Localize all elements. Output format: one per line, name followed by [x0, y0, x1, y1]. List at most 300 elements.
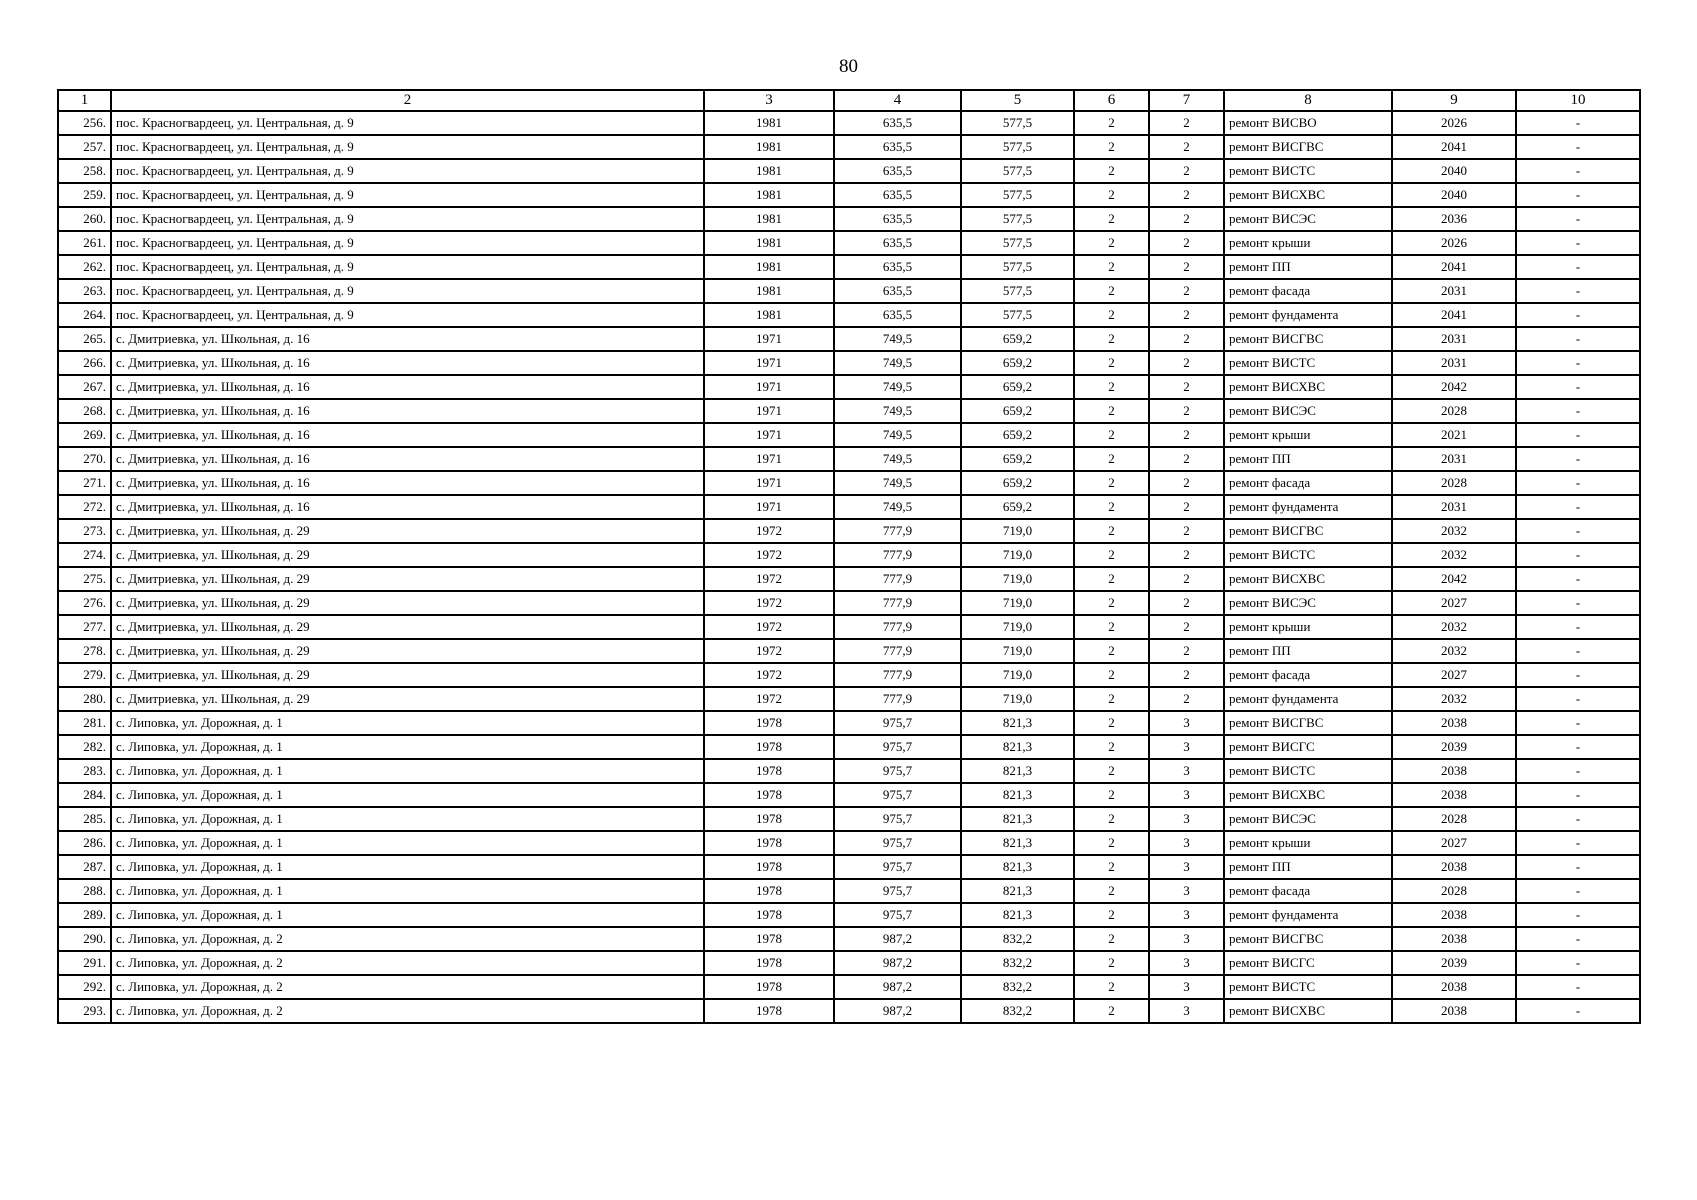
- cell-living-area: 659,2: [961, 471, 1074, 495]
- cell-living-area: 659,2: [961, 423, 1074, 447]
- cell-year-built: 1978: [704, 711, 834, 735]
- cell-address: с. Дмитриевка, ул. Школьная, д. 29: [111, 639, 704, 663]
- cell-planned-year: 2038: [1392, 927, 1516, 951]
- cell-entrances: 2: [1149, 423, 1224, 447]
- cell-entrances: 3: [1149, 879, 1224, 903]
- cell-entrances: 2: [1149, 639, 1224, 663]
- cell-entrances: 2: [1149, 471, 1224, 495]
- cell-living-area: 821,3: [961, 879, 1074, 903]
- cell-note: -: [1516, 519, 1640, 543]
- cell-floors: 2: [1074, 855, 1149, 879]
- cell-living-area: 719,0: [961, 663, 1074, 687]
- cell-note: -: [1516, 111, 1640, 135]
- cell-planned-year: 2038: [1392, 855, 1516, 879]
- cell-living-area: 821,3: [961, 711, 1074, 735]
- cell-entrances: 2: [1149, 351, 1224, 375]
- cell-work-type: ремонт фундамента: [1224, 687, 1392, 711]
- cell-address: пос. Красногвардеец, ул. Центральная, д. 9: [111, 159, 704, 183]
- cell-living-area: 659,2: [961, 327, 1074, 351]
- cell-planned-year: 2032: [1392, 639, 1516, 663]
- cell-floors: 2: [1074, 399, 1149, 423]
- cell-planned-year: 2038: [1392, 711, 1516, 735]
- cell-address: с. Липовка, ул. Дорожная, д. 2: [111, 975, 704, 999]
- table-row: [58, 495, 1640, 519]
- cell-address: с. Липовка, ул. Дорожная, д. 1: [111, 759, 704, 783]
- cell-planned-year: 2028: [1392, 807, 1516, 831]
- cell-address: пос. Красногвардеец, ул. Центральная, д. 9: [111, 183, 704, 207]
- cell-year-built: 1972: [704, 543, 834, 567]
- cell-row-number: 259.: [58, 183, 111, 207]
- cell-work-type: ремонт крыши: [1224, 615, 1392, 639]
- table-row: [58, 159, 1640, 183]
- cell-address: с. Липовка, ул. Дорожная, д. 1: [111, 831, 704, 855]
- cell-note: -: [1516, 255, 1640, 279]
- cell-total-area: 777,9: [834, 615, 961, 639]
- cell-planned-year: 2038: [1392, 759, 1516, 783]
- cell-work-type: ремонт ВИСТС: [1224, 543, 1392, 567]
- cell-address: с. Дмитриевка, ул. Школьная, д. 29: [111, 615, 704, 639]
- column-header-5: 5: [961, 90, 1074, 111]
- table-row: [58, 231, 1640, 255]
- cell-year-built: 1978: [704, 879, 834, 903]
- cell-planned-year: 2027: [1392, 591, 1516, 615]
- cell-address: пос. Красногвардеец, ул. Центральная, д. 9: [111, 303, 704, 327]
- cell-note: -: [1516, 423, 1640, 447]
- cell-work-type: ремонт фасада: [1224, 279, 1392, 303]
- cell-total-area: 777,9: [834, 591, 961, 615]
- table-body: [58, 111, 1640, 1023]
- cell-floors: 2: [1074, 255, 1149, 279]
- cell-address: с. Дмитриевка, ул. Школьная, д. 16: [111, 375, 704, 399]
- cell-note: -: [1516, 735, 1640, 759]
- cell-planned-year: 2041: [1392, 303, 1516, 327]
- cell-row-number: 275.: [58, 567, 111, 591]
- cell-total-area: 749,5: [834, 351, 961, 375]
- cell-total-area: 635,5: [834, 279, 961, 303]
- cell-work-type: ремонт фасада: [1224, 663, 1392, 687]
- cell-year-built: 1978: [704, 999, 834, 1023]
- cell-floors: 2: [1074, 135, 1149, 159]
- cell-floors: 2: [1074, 831, 1149, 855]
- cell-year-built: 1981: [704, 279, 834, 303]
- cell-floors: 2: [1074, 519, 1149, 543]
- cell-entrances: 3: [1149, 735, 1224, 759]
- cell-address: с. Липовка, ул. Дорожная, д. 2: [111, 927, 704, 951]
- cell-living-area: 659,2: [961, 447, 1074, 471]
- cell-address: с. Липовка, ул. Дорожная, д. 1: [111, 711, 704, 735]
- cell-note: -: [1516, 351, 1640, 375]
- cell-total-area: 987,2: [834, 999, 961, 1023]
- cell-row-number: 278.: [58, 639, 111, 663]
- cell-row-number: 257.: [58, 135, 111, 159]
- cell-row-number: 287.: [58, 855, 111, 879]
- cell-entrances: 2: [1149, 495, 1224, 519]
- cell-floors: 2: [1074, 927, 1149, 951]
- table-row: [58, 831, 1640, 855]
- cell-work-type: ремонт ВИСГС: [1224, 735, 1392, 759]
- cell-row-number: 280.: [58, 687, 111, 711]
- cell-living-area: 577,5: [961, 111, 1074, 135]
- cell-total-area: 777,9: [834, 663, 961, 687]
- table-row: [58, 111, 1640, 135]
- column-header-1: 1: [58, 90, 111, 111]
- cell-planned-year: 2032: [1392, 543, 1516, 567]
- cell-note: -: [1516, 639, 1640, 663]
- table-row: [58, 567, 1640, 591]
- cell-row-number: 286.: [58, 831, 111, 855]
- cell-planned-year: 2028: [1392, 879, 1516, 903]
- cell-floors: 2: [1074, 327, 1149, 351]
- cell-note: -: [1516, 375, 1640, 399]
- cell-row-number: 268.: [58, 399, 111, 423]
- cell-living-area: 832,2: [961, 975, 1074, 999]
- cell-total-area: 635,5: [834, 111, 961, 135]
- cell-planned-year: 2028: [1392, 399, 1516, 423]
- cell-floors: 2: [1074, 687, 1149, 711]
- cell-note: -: [1516, 783, 1640, 807]
- cell-planned-year: 2027: [1392, 831, 1516, 855]
- cell-note: -: [1516, 543, 1640, 567]
- cell-total-area: 975,7: [834, 807, 961, 831]
- cell-address: с. Дмитриевка, ул. Школьная, д. 16: [111, 495, 704, 519]
- cell-planned-year: 2032: [1392, 519, 1516, 543]
- cell-planned-year: 2021: [1392, 423, 1516, 447]
- cell-total-area: 777,9: [834, 639, 961, 663]
- cell-row-number: 282.: [58, 735, 111, 759]
- cell-entrances: 2: [1149, 183, 1224, 207]
- cell-living-area: 719,0: [961, 567, 1074, 591]
- cell-address: с. Дмитриевка, ул. Школьная, д. 16: [111, 447, 704, 471]
- cell-address: пос. Красногвардеец, ул. Центральная, д. 9: [111, 279, 704, 303]
- cell-floors: 2: [1074, 159, 1149, 183]
- cell-entrances: 2: [1149, 207, 1224, 231]
- cell-total-area: 975,7: [834, 711, 961, 735]
- cell-row-number: 269.: [58, 423, 111, 447]
- cell-entrances: 2: [1149, 615, 1224, 639]
- cell-living-area: 577,5: [961, 303, 1074, 327]
- cell-planned-year: 2041: [1392, 255, 1516, 279]
- cell-address: с. Дмитриевка, ул. Школьная, д. 29: [111, 519, 704, 543]
- cell-planned-year: 2026: [1392, 231, 1516, 255]
- cell-total-area: 987,2: [834, 951, 961, 975]
- table-row: [58, 951, 1640, 975]
- cell-floors: 2: [1074, 615, 1149, 639]
- cell-entrances: 3: [1149, 855, 1224, 879]
- cell-address: с. Дмитриевка, ул. Школьная, д. 29: [111, 663, 704, 687]
- cell-note: -: [1516, 231, 1640, 255]
- cell-year-built: 1978: [704, 759, 834, 783]
- cell-floors: 2: [1074, 423, 1149, 447]
- table-row: [58, 423, 1640, 447]
- cell-year-built: 1972: [704, 591, 834, 615]
- cell-living-area: 719,0: [961, 591, 1074, 615]
- cell-work-type: ремонт ВИСГС: [1224, 951, 1392, 975]
- table-row: [58, 591, 1640, 615]
- cell-planned-year: 2027: [1392, 663, 1516, 687]
- cell-row-number: 264.: [58, 303, 111, 327]
- table-row: [58, 447, 1640, 471]
- cell-total-area: 975,7: [834, 759, 961, 783]
- cell-note: -: [1516, 807, 1640, 831]
- cell-row-number: 262.: [58, 255, 111, 279]
- column-header-7: 7: [1149, 90, 1224, 111]
- cell-note: -: [1516, 663, 1640, 687]
- cell-work-type: ремонт ВИСТС: [1224, 159, 1392, 183]
- cell-floors: 2: [1074, 375, 1149, 399]
- table-row: [58, 663, 1640, 687]
- table-row: [58, 855, 1640, 879]
- cell-floors: 2: [1074, 495, 1149, 519]
- cell-planned-year: 2031: [1392, 351, 1516, 375]
- cell-work-type: ремонт ПП: [1224, 447, 1392, 471]
- cell-planned-year: 2040: [1392, 159, 1516, 183]
- cell-floors: 2: [1074, 543, 1149, 567]
- column-header-2: 2: [111, 90, 704, 111]
- cell-row-number: 277.: [58, 615, 111, 639]
- cell-note: -: [1516, 471, 1640, 495]
- cell-total-area: 749,5: [834, 471, 961, 495]
- cell-living-area: 719,0: [961, 519, 1074, 543]
- cell-row-number: 289.: [58, 903, 111, 927]
- cell-note: -: [1516, 279, 1640, 303]
- cell-work-type: ремонт ВИСХВС: [1224, 999, 1392, 1023]
- cell-address: с. Липовка, ул. Дорожная, д. 1: [111, 855, 704, 879]
- cell-floors: 2: [1074, 903, 1149, 927]
- table-row: [58, 687, 1640, 711]
- table-row: [58, 471, 1640, 495]
- cell-total-area: 975,7: [834, 855, 961, 879]
- cell-floors: 2: [1074, 279, 1149, 303]
- cell-work-type: ремонт ВИСХВС: [1224, 183, 1392, 207]
- cell-planned-year: 2038: [1392, 999, 1516, 1023]
- cell-row-number: 265.: [58, 327, 111, 351]
- cell-address: с. Дмитриевка, ул. Школьная, д. 16: [111, 399, 704, 423]
- table-row: [58, 303, 1640, 327]
- cell-entrances: 3: [1149, 831, 1224, 855]
- cell-work-type: ремонт фундамента: [1224, 495, 1392, 519]
- table-row: [58, 879, 1640, 903]
- cell-address: с. Дмитриевка, ул. Школьная, д. 29: [111, 687, 704, 711]
- cell-note: -: [1516, 567, 1640, 591]
- table-row: [58, 711, 1640, 735]
- cell-year-built: 1971: [704, 399, 834, 423]
- cell-floors: 2: [1074, 735, 1149, 759]
- cell-year-built: 1971: [704, 471, 834, 495]
- cell-note: -: [1516, 591, 1640, 615]
- cell-total-area: 749,5: [834, 447, 961, 471]
- cell-work-type: ремонт фундамента: [1224, 303, 1392, 327]
- cell-floors: 2: [1074, 111, 1149, 135]
- table-header: [58, 90, 1640, 111]
- cell-year-built: 1972: [704, 519, 834, 543]
- cell-entrances: 2: [1149, 447, 1224, 471]
- cell-total-area: 777,9: [834, 687, 961, 711]
- cell-entrances: 3: [1149, 975, 1224, 999]
- cell-work-type: ремонт ВИСХВС: [1224, 567, 1392, 591]
- cell-work-type: ремонт ВИСХВС: [1224, 375, 1392, 399]
- cell-planned-year: 2036: [1392, 207, 1516, 231]
- cell-address: с. Липовка, ул. Дорожная, д. 1: [111, 903, 704, 927]
- cell-work-type: ремонт ПП: [1224, 255, 1392, 279]
- cell-total-area: 975,7: [834, 783, 961, 807]
- cell-planned-year: 2026: [1392, 111, 1516, 135]
- cell-living-area: 659,2: [961, 375, 1074, 399]
- cell-year-built: 1981: [704, 111, 834, 135]
- cell-address: пос. Красногвардеец, ул. Центральная, д. 9: [111, 231, 704, 255]
- cell-living-area: 659,2: [961, 495, 1074, 519]
- table-row: [58, 279, 1640, 303]
- cell-entrances: 2: [1149, 255, 1224, 279]
- cell-row-number: 256.: [58, 111, 111, 135]
- cell-row-number: 293.: [58, 999, 111, 1023]
- cell-address: с. Дмитриевка, ул. Школьная, д. 29: [111, 543, 704, 567]
- table-row: [58, 639, 1640, 663]
- cell-row-number: 270.: [58, 447, 111, 471]
- table-row: [58, 999, 1640, 1023]
- cell-planned-year: 2031: [1392, 279, 1516, 303]
- cell-entrances: 3: [1149, 759, 1224, 783]
- cell-address: пос. Красногвардеец, ул. Центральная, д. 9: [111, 255, 704, 279]
- table-row: [58, 783, 1640, 807]
- cell-total-area: 987,2: [834, 927, 961, 951]
- cell-work-type: ремонт ВИСХВС: [1224, 783, 1392, 807]
- cell-planned-year: 2038: [1392, 783, 1516, 807]
- cell-note: -: [1516, 855, 1640, 879]
- cell-work-type: ремонт крыши: [1224, 231, 1392, 255]
- cell-year-built: 1971: [704, 423, 834, 447]
- cell-note: -: [1516, 759, 1640, 783]
- cell-row-number: 283.: [58, 759, 111, 783]
- cell-note: -: [1516, 135, 1640, 159]
- cell-year-built: 1981: [704, 159, 834, 183]
- table-row: [58, 615, 1640, 639]
- cell-entrances: 3: [1149, 711, 1224, 735]
- cell-living-area: 719,0: [961, 639, 1074, 663]
- cell-living-area: 577,5: [961, 159, 1074, 183]
- cell-year-built: 1981: [704, 303, 834, 327]
- cell-row-number: 279.: [58, 663, 111, 687]
- cell-entrances: 3: [1149, 927, 1224, 951]
- table-row: [58, 735, 1640, 759]
- cell-year-built: 1972: [704, 567, 834, 591]
- cell-total-area: 635,5: [834, 303, 961, 327]
- cell-note: -: [1516, 975, 1640, 999]
- cell-note: -: [1516, 711, 1640, 735]
- cell-address: с. Липовка, ул. Дорожная, д. 1: [111, 807, 704, 831]
- column-header-3: 3: [704, 90, 834, 111]
- cell-floors: 2: [1074, 663, 1149, 687]
- cell-total-area: 975,7: [834, 903, 961, 927]
- cell-year-built: 1981: [704, 135, 834, 159]
- cell-planned-year: 2038: [1392, 903, 1516, 927]
- cell-living-area: 821,3: [961, 807, 1074, 831]
- cell-planned-year: 2039: [1392, 735, 1516, 759]
- cell-planned-year: 2031: [1392, 495, 1516, 519]
- cell-floors: 2: [1074, 951, 1149, 975]
- cell-floors: 2: [1074, 591, 1149, 615]
- cell-entrances: 2: [1149, 375, 1224, 399]
- cell-entrances: 3: [1149, 903, 1224, 927]
- cell-row-number: 261.: [58, 231, 111, 255]
- cell-note: -: [1516, 327, 1640, 351]
- cell-total-area: 635,5: [834, 231, 961, 255]
- cell-note: -: [1516, 687, 1640, 711]
- registry-table: [57, 89, 1641, 1024]
- cell-address: с. Дмитриевка, ул. Школьная, д. 16: [111, 471, 704, 495]
- cell-planned-year: 2038: [1392, 975, 1516, 999]
- cell-address: с. Дмитриевка, ул. Школьная, д. 16: [111, 423, 704, 447]
- cell-address: с. Липовка, ул. Дорожная, д. 1: [111, 879, 704, 903]
- cell-year-built: 1972: [704, 639, 834, 663]
- cell-total-area: 635,5: [834, 183, 961, 207]
- cell-living-area: 821,3: [961, 783, 1074, 807]
- cell-planned-year: 2040: [1392, 183, 1516, 207]
- cell-floors: 2: [1074, 351, 1149, 375]
- cell-planned-year: 2041: [1392, 135, 1516, 159]
- cell-note: -: [1516, 831, 1640, 855]
- cell-floors: 2: [1074, 975, 1149, 999]
- cell-living-area: 821,3: [961, 735, 1074, 759]
- cell-planned-year: 2042: [1392, 375, 1516, 399]
- cell-address: с. Липовка, ул. Дорожная, д. 2: [111, 951, 704, 975]
- cell-note: -: [1516, 495, 1640, 519]
- cell-work-type: ремонт ВИСГВС: [1224, 135, 1392, 159]
- cell-floors: 2: [1074, 879, 1149, 903]
- cell-year-built: 1978: [704, 903, 834, 927]
- table-row: [58, 183, 1640, 207]
- cell-row-number: 263.: [58, 279, 111, 303]
- cell-work-type: ремонт ВИСГВС: [1224, 327, 1392, 351]
- cell-year-built: 1978: [704, 735, 834, 759]
- cell-year-built: 1981: [704, 183, 834, 207]
- cell-year-built: 1978: [704, 927, 834, 951]
- cell-total-area: 635,5: [834, 159, 961, 183]
- cell-year-built: 1971: [704, 375, 834, 399]
- cell-floors: 2: [1074, 471, 1149, 495]
- cell-entrances: 3: [1149, 951, 1224, 975]
- cell-living-area: 577,5: [961, 207, 1074, 231]
- cell-floors: 2: [1074, 783, 1149, 807]
- cell-floors: 2: [1074, 231, 1149, 255]
- cell-total-area: 635,5: [834, 255, 961, 279]
- cell-floors: 2: [1074, 447, 1149, 471]
- cell-living-area: 577,5: [961, 255, 1074, 279]
- cell-living-area: 832,2: [961, 951, 1074, 975]
- table-row: [58, 399, 1640, 423]
- cell-year-built: 1972: [704, 687, 834, 711]
- column-header-9: 9: [1392, 90, 1516, 111]
- cell-row-number: 285.: [58, 807, 111, 831]
- table-row: [58, 135, 1640, 159]
- cell-work-type: ремонт фундамента: [1224, 903, 1392, 927]
- cell-address: пос. Красногвардеец, ул. Центральная, д. 9: [111, 111, 704, 135]
- cell-note: -: [1516, 207, 1640, 231]
- cell-floors: 2: [1074, 999, 1149, 1023]
- cell-year-built: 1981: [704, 207, 834, 231]
- cell-total-area: 749,5: [834, 327, 961, 351]
- cell-work-type: ремонт ВИСЭС: [1224, 591, 1392, 615]
- cell-entrances: 2: [1149, 567, 1224, 591]
- cell-entrances: 2: [1149, 111, 1224, 135]
- cell-address: с. Дмитриевка, ул. Школьная, д. 16: [111, 327, 704, 351]
- cell-work-type: ремонт ВИСГВС: [1224, 927, 1392, 951]
- cell-work-type: ремонт ВИСЭС: [1224, 399, 1392, 423]
- cell-floors: 2: [1074, 207, 1149, 231]
- cell-living-area: 821,3: [961, 759, 1074, 783]
- cell-living-area: 821,3: [961, 831, 1074, 855]
- cell-living-area: 577,5: [961, 231, 1074, 255]
- cell-year-built: 1978: [704, 855, 834, 879]
